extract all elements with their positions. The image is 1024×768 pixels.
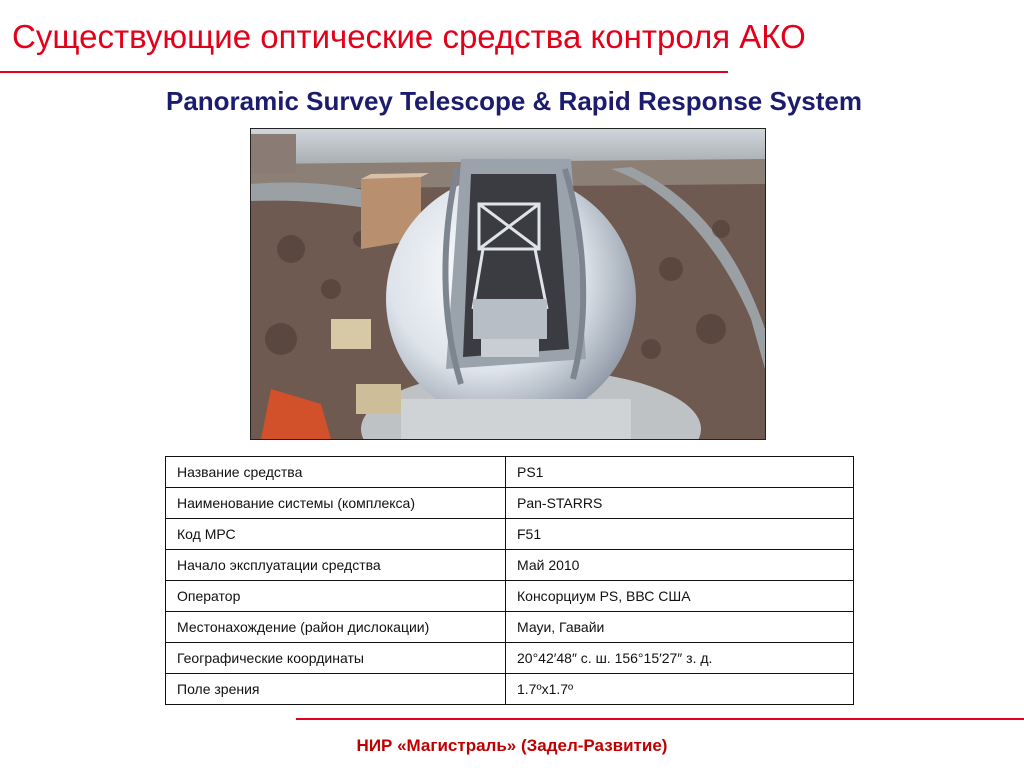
table-row bbox=[166, 519, 854, 550]
table-row bbox=[166, 612, 854, 643]
table-cell-key: Название средства bbox=[166, 457, 506, 488]
table-cell-key: Код МРС bbox=[166, 519, 506, 550]
slide-footer: НИР «Магистраль» (Задел-Развитие) bbox=[356, 736, 668, 755]
table-cell-key: Наименование системы (комплекса) bbox=[166, 488, 506, 519]
slide-title: Существующие оптические средства контроля АКО bbox=[12, 18, 806, 55]
table-cell-value: PS1 bbox=[506, 457, 854, 488]
table-cell-value: 20°42′48″ с. ш. 156°15′27″ з. д. bbox=[506, 643, 854, 674]
table-cell-value: 1.7ºx1.7º bbox=[506, 674, 854, 705]
table-cell-value: F51 bbox=[506, 519, 854, 550]
table-row bbox=[166, 488, 854, 519]
table-row bbox=[166, 550, 854, 581]
table-cell-value: Мауи, Гавайи bbox=[506, 612, 854, 643]
table-cell-key: Поле зрения bbox=[166, 674, 506, 705]
footer-divider bbox=[296, 718, 1024, 720]
table-row bbox=[166, 457, 854, 488]
table-row bbox=[166, 674, 854, 705]
table-cell-key: Географические координаты bbox=[166, 643, 506, 674]
table-row bbox=[166, 581, 854, 612]
table-cell-value: Май 2010 bbox=[506, 550, 854, 581]
table-row bbox=[166, 643, 854, 674]
table-cell-value: Консорциум PS, ВВС США bbox=[506, 581, 854, 612]
slide-subtitle: Panoramic Survey Telescope & Rapid Response System bbox=[165, 86, 862, 116]
telescope-photo bbox=[250, 128, 766, 440]
table-cell-key: Местонахождение (район дислокации) bbox=[166, 612, 506, 643]
title-divider bbox=[0, 71, 728, 73]
table-cell-key: Оператор bbox=[166, 581, 506, 612]
telescope-info-table bbox=[165, 456, 854, 705]
table-cell-value: Pan-STARRS bbox=[506, 488, 854, 519]
table-cell-key: Начало эксплуатации средства bbox=[166, 550, 506, 581]
